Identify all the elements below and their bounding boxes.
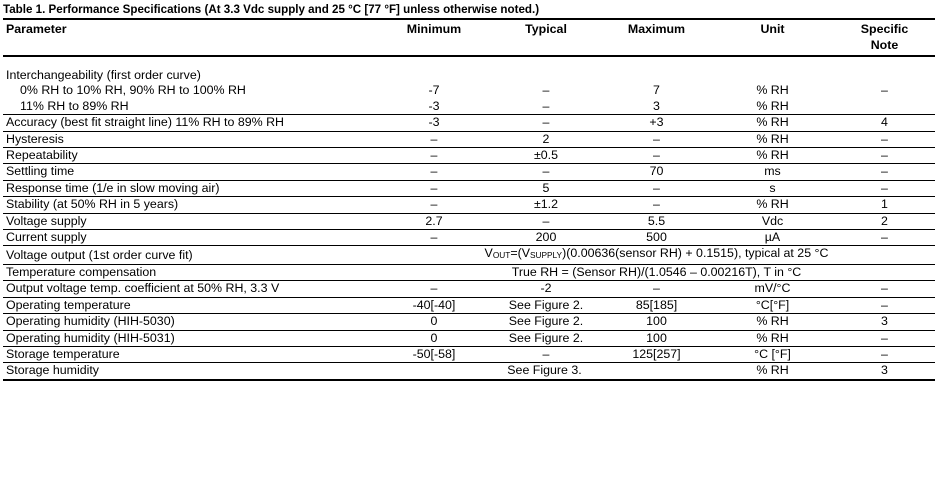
header-specific-note (834, 19, 935, 56)
param-cell: Temperature compensation (3, 264, 378, 280)
table-caption: Table 1. Performance Specifications (At 3.3 Vdc supply and 25 °C [77 °F] unless otherwise noted.) (3, 3, 540, 16)
param-cell: Operating temperature (3, 297, 378, 313)
table-row-interchangeability (3, 68, 935, 115)
param-cell: Repeatability (3, 148, 378, 164)
param-cell: Storage temperature (3, 346, 378, 362)
min-cell: -50[-58] (378, 346, 490, 362)
note-cell: 4 (834, 115, 935, 131)
max-cell: 125[257] (602, 346, 711, 362)
max-cell: 70 (602, 164, 711, 180)
formula-out-subscript: OUT (492, 250, 511, 261)
note-cell: – (834, 131, 935, 147)
header-maximum: Maximum (602, 19, 711, 56)
note-cell: – (834, 281, 935, 297)
min-cell (378, 68, 490, 115)
table-row-temperature-compensation (3, 264, 935, 280)
spacer-row (3, 56, 935, 68)
min-cell: -3 (378, 115, 490, 131)
header-parameter: Parameter (3, 19, 378, 56)
note-cell (834, 68, 935, 115)
param-cell: Stability (at 50% RH in 5 years) (3, 197, 378, 213)
max-value: 3 (653, 98, 660, 113)
min-cell: – (378, 148, 490, 164)
unit-cell: % RH (711, 115, 834, 131)
typ-cell: See Figure 2. (490, 297, 602, 313)
max-cell: – (602, 197, 711, 213)
note-cell: 2 (834, 213, 935, 229)
note-cell: – (834, 164, 935, 180)
max-cell: +3 (602, 115, 711, 131)
typ-cell: 5 (490, 180, 602, 196)
min-cell: 0 (378, 330, 490, 346)
unit-cell: °C[°F] (711, 297, 834, 313)
table-row (3, 346, 935, 362)
min-value: -7 (428, 83, 440, 98)
typ-value: – (542, 83, 550, 98)
note-cell: 1 (834, 197, 935, 213)
table-row (3, 164, 935, 180)
param-cell: Operating humidity (HIH-5031) (3, 330, 378, 346)
table-row (3, 230, 935, 246)
storage-humidity-reference: See Figure 3. (378, 363, 711, 380)
table-row (3, 148, 935, 164)
formula-v: V (484, 246, 493, 261)
note-cell: 3 (834, 363, 935, 380)
unit-cell: µA (711, 230, 834, 246)
min-cell: 0 (378, 314, 490, 330)
param-cell: Accuracy (best fit straight line) 11% RH to 89% RH (3, 115, 378, 131)
max-cell: 5.5 (602, 213, 711, 229)
note-cell: – (834, 180, 935, 196)
max-cell: – (602, 131, 711, 147)
unit-value: % RH (756, 98, 789, 113)
max-cell: – (602, 148, 711, 164)
table-row-storage-humidity (3, 363, 935, 380)
header-unit: Unit (711, 19, 834, 56)
note-cell: – (834, 148, 935, 164)
table-row (3, 131, 935, 147)
unit-cell: % RH (711, 314, 834, 330)
typ-cell: – (490, 164, 602, 180)
max-cell: 100 (602, 314, 711, 330)
param-sub-label: 0% RH to 10% RH, 90% RH to 100% RH (20, 83, 246, 98)
max-value: 7 (653, 83, 660, 98)
table-row (3, 314, 935, 330)
min-value: -3 (428, 98, 440, 113)
typ-cell (490, 68, 602, 115)
formula-end: )(0.00636(sensor RH) + 0.1515), typical at 25 °C (562, 246, 829, 261)
typ-cell: ±1.2 (490, 197, 602, 213)
typ-value: – (542, 98, 550, 113)
unit-cell (711, 68, 834, 115)
formula-supply-subscript: SUPPLY (529, 250, 563, 261)
unit-cell: % RH (711, 330, 834, 346)
max-cell (602, 68, 711, 115)
header-row (3, 19, 935, 56)
note-value (837, 99, 932, 114)
param-cell: Voltage output (1st order curve fit) (3, 246, 378, 264)
unit-cell: % RH (711, 363, 834, 380)
min-cell: – (378, 164, 490, 180)
unit-cell: ms (711, 164, 834, 180)
unit-cell: mV/°C (711, 281, 834, 297)
table-row (3, 197, 935, 213)
max-cell: – (602, 281, 711, 297)
typ-cell: ±0.5 (490, 148, 602, 164)
performance-spec-table (3, 18, 935, 381)
min-cell: – (378, 197, 490, 213)
param-label: Interchangeability (first order curve) (6, 68, 201, 82)
max-cell: 500 (602, 230, 711, 246)
formula-mid: =(V (510, 246, 530, 261)
unit-cell: % RH (711, 148, 834, 164)
unit-cell: % RH (711, 131, 834, 147)
typ-cell: 2 (490, 131, 602, 147)
max-cell: 100 (602, 330, 711, 346)
typ-cell: – (490, 115, 602, 131)
typ-cell: – (490, 213, 602, 229)
header-note-line2: Note (870, 38, 899, 52)
note-cell: 3 (834, 314, 935, 330)
table-row (3, 281, 935, 297)
note-cell: – (834, 330, 935, 346)
note-cell: – (834, 297, 935, 313)
param-cell: Current supply (3, 230, 378, 246)
table-row (3, 213, 935, 229)
table-row-voltage-output (3, 246, 935, 264)
unit-cell: % RH (711, 197, 834, 213)
table-row (3, 115, 935, 131)
param-cell: Output voltage temp. coefficient at 50% RH, 3.3 V (3, 281, 378, 297)
min-cell: – (378, 180, 490, 196)
param-cell: Voltage supply (3, 213, 378, 229)
min-cell: – (378, 131, 490, 147)
min-cell: -40[-40] (378, 297, 490, 313)
param-cell (3, 68, 378, 115)
param-cell: Response time (1/e in slow moving air) (3, 180, 378, 196)
unit-value: % RH (756, 83, 789, 98)
max-cell: 85[185] (602, 297, 711, 313)
header-typical: Typical (490, 19, 602, 56)
typ-cell: See Figure 2. (490, 330, 602, 346)
max-cell: – (602, 180, 711, 196)
table-row (3, 180, 935, 196)
voltage-output-formula (378, 246, 935, 264)
unit-cell: Vdc (711, 213, 834, 229)
unit-cell: °C [°F] (711, 346, 834, 362)
typ-cell: 200 (490, 230, 602, 246)
min-cell: 2.7 (378, 213, 490, 229)
note-cell: – (834, 230, 935, 246)
min-cell: – (378, 281, 490, 297)
temp-comp-formula: True RH = (Sensor RH)/(1.0546 – 0.00216T), T in °C (378, 264, 935, 280)
header-minimum: Minimum (378, 19, 490, 56)
typ-cell: – (490, 346, 602, 362)
param-cell: Settling time (3, 164, 378, 180)
header-note-line1: Specific (860, 22, 909, 36)
typ-cell: -2 (490, 281, 602, 297)
param-cell: Storage humidity (3, 363, 378, 380)
typ-cell: See Figure 2. (490, 314, 602, 330)
note-value: – (881, 83, 888, 98)
param-cell: Operating humidity (HIH-5030) (3, 314, 378, 330)
unit-cell: s (711, 180, 834, 196)
min-cell: – (378, 230, 490, 246)
param-sub-label: 11% RH to 89% RH (20, 98, 129, 113)
note-cell: – (834, 346, 935, 362)
table-row (3, 330, 935, 346)
table-row (3, 297, 935, 313)
param-cell: Hysteresis (3, 131, 378, 147)
